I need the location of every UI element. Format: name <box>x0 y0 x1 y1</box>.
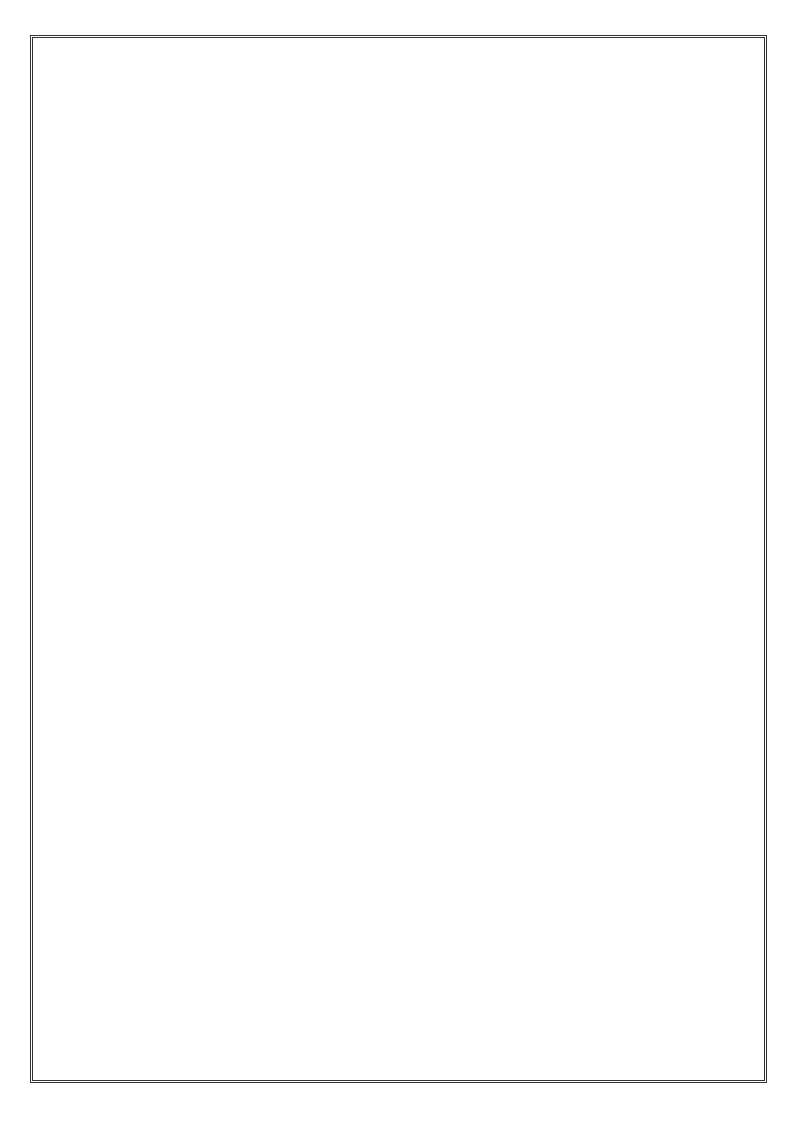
worksheet-frame <box>30 35 767 1083</box>
